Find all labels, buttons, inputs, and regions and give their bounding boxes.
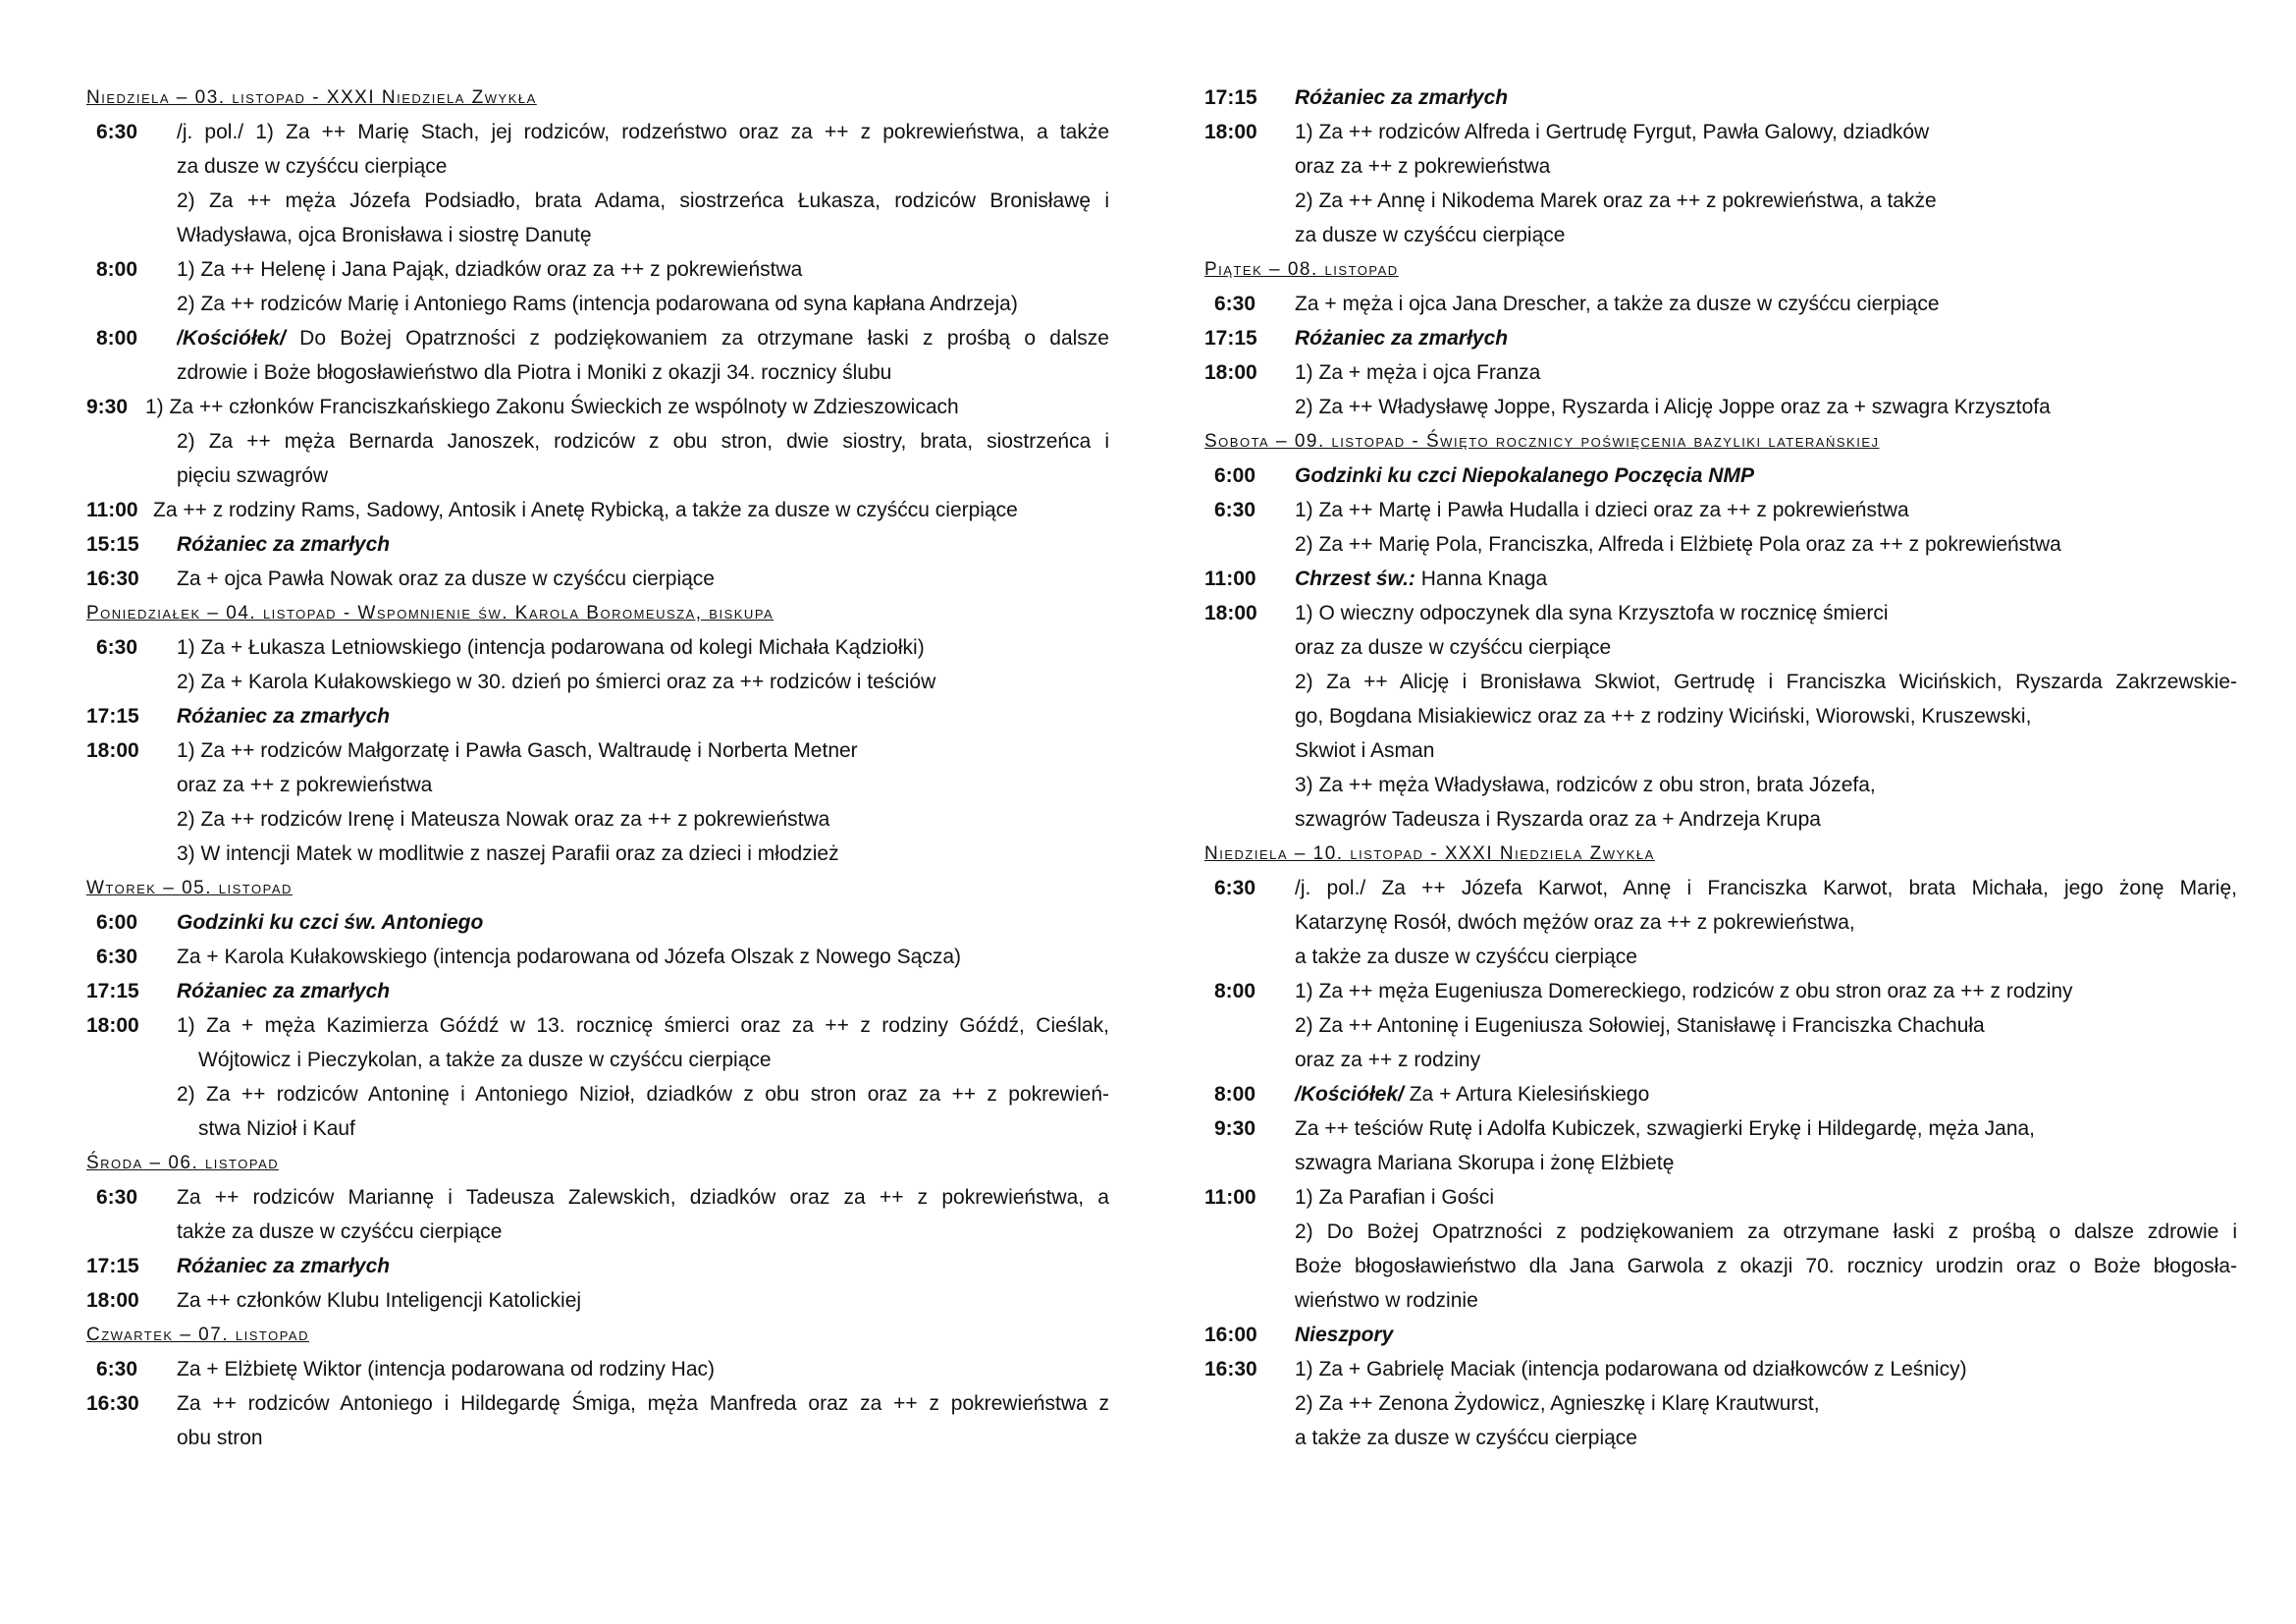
intention-line [1295,493,2237,527]
mass-time: 17:15 [86,980,139,1002]
mass-time: 18:00 [86,1289,139,1312]
intention-rest: Hanna Knaga [1415,568,1548,590]
intention-span: Za + Elżbietę Wiktor (intencja podarowana od rodziny Hac) [177,1358,716,1380]
intention-line [1295,527,2237,562]
intention-span: 3) W intencji Matek w modlitwie z naszej Parafii oraz za dzieci i młodzież [177,842,839,865]
intention-text [1295,321,2237,355]
intention-line [177,459,1109,493]
intention-text [177,562,1109,596]
mass-time: 6:00 [96,911,138,934]
mass-time: 9:30 [1214,1117,1256,1140]
intention-span: 1) O wieczny odpoczynek dla syna Krzysztofa w rocznicę śmierci [1295,602,1889,624]
intention-line [177,1249,1109,1283]
intention-span: Różaniec za zmarłych [177,533,391,556]
intention-span: Różaniec za zmarłych [177,705,391,728]
intention-line [1295,355,2237,390]
intention-line [1295,321,2237,355]
intention-span: 1) Za + Gabrielę Maciak (intencja podarowana od działkowców z Leśnicy) [1295,1358,1967,1380]
intention-text [1295,974,2237,1077]
intention-line [1295,802,2237,837]
intention-line [1295,1111,2237,1146]
mass-entry [86,493,1109,527]
intention-text [145,390,1109,493]
mass-time: 6:30 [96,1186,138,1209]
mass-time: 6:00 [1214,464,1256,487]
mass-time: 8:00 [96,327,138,350]
mass-time: 9:30 [86,396,129,418]
day-heading: Poniedziałek – 04. listopad - Wspomnienie św. Karola Boromeusza, biskupa [86,603,774,623]
mass-time: 6:30 [1214,877,1256,899]
mass-time: 17:15 [86,1255,139,1277]
intention-span: oraz za ++ z pokrewieństwa [177,774,433,796]
intention-text [177,940,1109,974]
intention-line [177,1077,1109,1111]
intention-span: Różaniec za zmarłych [177,1255,391,1277]
intention-line [177,1283,1109,1318]
mass-entry [1204,321,2237,355]
intention-span: wieństwo w rodzinie [1295,1289,1478,1312]
intention-text [177,630,1109,699]
intention-line [177,424,1109,459]
intention-line [177,733,1109,768]
intention-span: Skwiot i Asman [1295,739,1435,762]
intention-line [1295,1283,2237,1318]
intention-span: /j. pol./ Za ++ Józefa Karwot, Annę i Franciszka Karwot, brata Michała, jego żonę Marię, [1295,877,2237,899]
intention-line [177,1215,1109,1249]
intention-line [1295,1180,2237,1215]
mass-entry [1204,1077,2237,1111]
mass-time: 16:00 [1204,1324,1257,1346]
intention-line [177,218,1109,252]
intention-span: 2) Za ++ Marię Pola, Franciszka, Alfreda i Elżbietę Pola oraz za ++ z pokrewieństwa [1295,533,2061,556]
intention-line [177,1352,1109,1386]
intention-line [177,940,1109,974]
intention-line [1295,1008,2237,1043]
intention-span: 2) Do Bożej Opatrzności z podziękowaniem za otrzymane łaski z prośbą o dalsze zdrowie i [1295,1220,2237,1243]
intention-line [177,802,1109,837]
intention-text [1295,287,2237,321]
intention-lead: /Kościółek/ [177,327,286,350]
mass-time: 16:30 [1204,1358,1257,1380]
intention-text [177,733,1109,871]
day-heading: Wtorek – 05. listopad [86,878,293,898]
intention-span: oraz za dusze w czyśćcu cierpiące [1295,636,1612,659]
intention-text [177,321,1109,390]
intention-text [1295,562,2237,596]
mass-time: 6:30 [96,946,138,968]
intention-span: 1) Za ++ Helenę i Jana Pająk, dziadków oraz za ++ z pokrewieństwa [177,258,803,281]
day-heading: Piątek – 08. listopad [1204,259,1399,280]
mass-time: 6:30 [1214,499,1256,521]
mass-entry [1204,871,2237,974]
intention-line [1295,768,2237,802]
intention-line [177,768,1109,802]
mass-time: 17:15 [1204,86,1257,109]
intention-line [177,287,1109,321]
intention-span: 2) Za ++ Władysławę Joppe, Ryszarda i Alicję Joppe oraz za + szwagra Krzysztofa [1295,396,2051,418]
intention-text [177,1352,1109,1386]
mass-entry [1204,493,2237,562]
intention-line [1295,184,2237,218]
intention-line [1295,562,2237,596]
intention-span: za dusze w czyśćcu cierpiące [1295,224,1566,246]
intention-span: 1) Za + męża i ojca Franza [1295,361,1541,384]
intention-line [1295,940,2237,974]
mass-time: 18:00 [1204,602,1257,624]
intention-span: zdrowie i Boże błogosławieństwo dla Piotra i Moniki z okazji 34. rocznicy ślubu [177,361,892,384]
intention-line [1295,1318,2237,1352]
intention-line [177,252,1109,287]
mass-entry [1204,1111,2237,1180]
intention-span: Różaniec za zmarłych [1295,86,1509,109]
intention-line [177,184,1109,218]
intention-line [1295,1043,2237,1077]
mass-entry [1204,1318,2237,1352]
intention-line [1295,1352,2237,1386]
intention-line [177,562,1109,596]
intention-line [177,905,1109,940]
intention-span: 1) Za ++ członków Franciszkańskiego Zakonu Świeckich ze wspólnoty w Zdzieszowicach [145,396,959,418]
intention-line [1295,390,2237,424]
intention-rest: Do Bożej Opatrzności z podziękowaniem za otrzymane łaski z prośbą o dalsze [285,327,1109,350]
intention-text [1295,1352,2237,1455]
intention-text [177,1008,1109,1146]
mass-time: 8:00 [1214,980,1256,1002]
mass-entry [86,940,1109,974]
intention-text [177,527,1109,562]
left-column [86,81,1109,1455]
mass-entry [86,1283,1109,1318]
intention-text [1295,596,2237,837]
intention-span: 1) Za ++ męża Eugeniusza Domereckiego, rodziców z obu stron oraz za ++ z rodziny [1295,980,2073,1002]
intention-line [177,699,1109,733]
intention-span: Wójtowicz i Pieczykolan, a także za dusze w czyśćcu cierpiące [198,1049,772,1071]
intention-text [177,1386,1109,1455]
mass-entry [1204,562,2237,596]
right-column [1204,81,2237,1455]
mass-time: 11:00 [86,499,138,521]
intention-line [177,630,1109,665]
intention-line [177,149,1109,184]
intention-span: 2) Za ++ rodziców Antoninę i Antoniego Nizioł, dziadków z obu stron oraz za ++ z pokrewień- [177,1083,1109,1106]
intention-text [1295,1111,2237,1180]
mass-time: 6:30 [96,636,138,659]
intention-text [1295,355,2237,424]
intention-span: Za + ojca Pawła Nowak oraz za dusze w czyśćcu cierpiące [177,568,715,590]
intention-span: a także za dusze w czyśćcu cierpiące [1295,946,1637,968]
intention-span: szwagra Mariana Skorupa i żonę Elżbietę [1295,1152,1675,1174]
intention-line [177,115,1109,149]
intention-span: stwa Nizioł i Kauf [198,1117,355,1140]
intention-span: 1) Za ++ Martę i Pawła Hudalla i dzieci oraz za ++ z pokrewieństwa [1295,499,1909,521]
intention-text [153,493,1109,527]
intention-line [177,527,1109,562]
mass-entry [1204,287,2237,321]
intention-text [1295,871,2237,974]
mass-time: 6:30 [96,1358,138,1380]
day-heading: Środa – 06. listopad [86,1153,280,1173]
intention-line [1295,1386,2237,1421]
mass-entry [86,562,1109,596]
day-heading: Niedziela – 10. listopad - XXXI Niedziela Zwykła [1204,843,1655,864]
mass-time: 11:00 [1204,568,1256,590]
day-heading: Niedziela – 03. listopad - XXXI Niedziela Zwykła [86,87,537,108]
intention-span: 2) Za ++ Alicję i Bronisława Skwiot, Gertrudę i Franciszka Wicińskich, Ryszarda Zakrzewskie- [1295,671,2237,693]
mass-entry [1204,115,2237,252]
mass-entry [1204,81,2237,115]
intention-span: /j. pol./ 1) Za ++ Marię Stach, jej rodziców, rodzeństwo oraz za ++ z pokrewieństwa, a także [177,121,1109,143]
intention-span: oraz za ++ z rodziny [1295,1049,1481,1071]
intention-line [177,1008,1109,1043]
intention-span: obu stron [177,1427,263,1449]
intention-line [1295,459,2237,493]
intention-span: 2) Za ++ rodziców Marię i Antoniego Rams (intencja podarowana od syna kapłana Andrzeja) [177,293,1018,315]
intention-text [1295,493,2237,562]
intention-span: Za + męża i ojca Jana Drescher, a także za dusze w czyśćcu cierpiące [1295,293,1940,315]
intention-span: Za ++ rodziców Mariannę i Tadeusza Zalewskich, dziadków oraz za ++ z pokrewieństwa, a [177,1186,1109,1209]
intention-text [1295,459,2237,493]
intention-text [177,115,1109,252]
intention-line [177,355,1109,390]
intention-line [1295,974,2237,1008]
mass-entry [86,630,1109,699]
intention-span: Za ++ członków Klubu Inteligencji Katolickiej [177,1289,582,1312]
intention-line [177,1180,1109,1215]
intention-line [1295,596,2237,630]
mass-entry [86,115,1109,252]
intention-span: 2) Za ++ Zenona Żydowicz, Agnieszkę i Klarę Krautwurst, [1295,1392,1820,1415]
mass-time: 8:00 [1214,1083,1256,1106]
intention-span: 2) Za ++ męża Józefa Podsiadło, brata Adama, siostrzeńca Łukasza, rodziców Bronisławę i [177,189,1109,212]
mass-entry [86,527,1109,562]
mass-entry [86,733,1109,871]
mass-entry [1204,974,2237,1077]
intention-line [177,1386,1109,1421]
mass-entry [86,1008,1109,1146]
intention-line [1295,1249,2237,1283]
intention-line [1295,115,2237,149]
intention-span: szwagrów Tadeusza i Ryszarda oraz za + Andrzeja Krupa [1295,808,1821,831]
intention-text [177,974,1109,1008]
intention-line [1295,287,2237,321]
intention-line [1295,665,2237,699]
intention-line [177,1111,1109,1146]
intention-span: za dusze w czyśćcu cierpiące [177,155,448,178]
intention-line [1295,871,2237,905]
intention-span: Godzinki ku czci św. Antoniego [177,911,484,934]
day-heading: Czwartek – 07. listopad [86,1325,309,1345]
intention-span: 1) Za + męża Kazimierza Góźdź w 13. rocznicę śmierci oraz za ++ z rodziny Góźdź, Cieślak, [177,1014,1109,1037]
intention-line [1295,1421,2237,1455]
intention-span: Różaniec za zmarłych [1295,327,1509,350]
mass-entry [86,252,1109,321]
intention-line [177,1421,1109,1455]
mass-time: 8:00 [96,258,138,281]
mass-entry [1204,355,2237,424]
intention-line [177,321,1109,355]
mass-entry [86,1180,1109,1249]
intention-span: go, Bogdana Misiakiewicz oraz za ++ z rodziny Wiciński, Wiorowski, Kruszewski, [1295,705,2032,728]
mass-time: 16:30 [86,568,139,590]
intention-span: Godzinki ku czci Niepokalanego Poczęcia NMP [1295,464,1754,487]
intention-span: Różaniec za zmarłych [177,980,391,1002]
intention-line [1295,733,2237,768]
intention-span: Władysława, ojca Bronisława i siostrę Danutę [177,224,592,246]
mass-entry [1204,1352,2237,1455]
mass-entry [86,974,1109,1008]
intention-span: 1) Za ++ rodziców Małgorzatę i Pawła Gasch, Waltraudę i Norberta Metner [177,739,858,762]
intention-span: Katarzynę Rosół, dwóch mężów oraz za ++ z pokrewieństwa, [1295,911,1855,934]
intention-span: 1) Za Parafian i Gości [1295,1186,1495,1209]
intention-span: Nieszpory [1295,1324,1394,1346]
intention-span: 1) Za + Łukasza Letniowskiego (intencja podarowana od kolegi Michała Kądziołki) [177,636,925,659]
intention-span: Za ++ z rodziny Rams, Sadowy, Antosik i Anetę Rybicką, a także za dusze w czyśćcu cierpiące [153,499,1018,521]
mass-entry [86,390,1109,493]
intention-line [145,390,1109,424]
mass-time: 17:15 [1204,327,1257,350]
mass-time: 6:30 [96,121,138,143]
mass-entry [86,905,1109,940]
intention-line [1295,699,2237,733]
intention-span: 2) Za ++ męża Bernarda Janoszek, rodziców z obu stron, dwie siostry, brata, siostrzeńca i [177,430,1109,453]
intention-line [177,837,1109,871]
mass-time: 18:00 [1204,361,1257,384]
intention-text [1295,1077,2237,1111]
intention-span: 3) Za ++ męża Władysława, rodziców z obu stron, brata Józefa, [1295,774,1876,796]
intention-text [1295,1180,2237,1318]
mass-time: 16:30 [86,1392,139,1415]
mass-entry [86,1386,1109,1455]
intention-line [1295,149,2237,184]
day-heading: Sobota – 09. listopad - Święto rocznicy poświęcenia bazyliki laterańskiej [1204,431,1880,452]
mass-entry [1204,459,2237,493]
intention-text [177,1283,1109,1318]
intention-text [1295,115,2237,252]
intention-span: 1) Za ++ rodziców Alfreda i Gertrudę Fyrgut, Pawła Galowy, dziadków [1295,121,1930,143]
intention-span: 2) Za + Karola Kułakowskiego w 30. dzień po śmierci oraz za ++ rodziców i teściów [177,671,936,693]
mass-entry [1204,596,2237,837]
intention-text [1295,81,2237,115]
intention-line [153,493,1109,527]
intention-text [177,1249,1109,1283]
intention-span: 2) Za ++ Antoninę i Eugeniusza Sołowiej, Stanisławę i Franciszka Chachuła [1295,1014,1985,1037]
intention-line [177,974,1109,1008]
intention-span: także za dusze w czyśćcu cierpiące [177,1220,503,1243]
mass-entry [86,699,1109,733]
mass-time: 18:00 [86,1014,139,1037]
intention-line [177,665,1109,699]
intention-text [177,1180,1109,1249]
intention-line [1295,630,2237,665]
intention-rest: Za + Artura Kielesińskiego [1403,1083,1650,1106]
intention-text [177,905,1109,940]
mass-entry [86,1352,1109,1386]
mass-time: 6:30 [1214,293,1256,315]
intention-line [1295,1146,2237,1180]
intention-lead: /Kościółek/ [1295,1083,1404,1106]
mass-entry [86,1249,1109,1283]
intention-text [177,252,1109,321]
intention-line [1295,1077,2237,1111]
intention-line [1295,905,2237,940]
intention-span: 2) Za ++ Annę i Nikodema Marek oraz za ++ z pokrewieństwa, a także [1295,189,1937,212]
intention-span: Za + Karola Kułakowskiego (intencja podarowana od Józefa Olszak z Nowego Sącza) [177,946,962,968]
intention-line [1295,1215,2237,1249]
intention-span: a także za dusze w czyśćcu cierpiące [1295,1427,1637,1449]
intention-span: Boże błogosławieństwo dla Jana Garwola z okazji 70. rocznicy urodzin oraz o Boże błogosła- [1295,1255,2237,1277]
mass-time: 15:15 [86,533,139,556]
intention-lead: Chrzest św.: [1295,568,1415,590]
intention-span: pięciu szwagrów [177,464,329,487]
intention-line [1295,81,2237,115]
intention-span: Za ++ rodziców Antoniego i Hildegardę Śmiga, męża Manfreda oraz za ++ z pokrewieństwa z [177,1392,1109,1415]
mass-time: 18:00 [86,739,139,762]
intention-line [177,1043,1109,1077]
mass-time: 18:00 [1204,121,1257,143]
mass-entry [1204,1180,2237,1318]
mass-time: 11:00 [1204,1186,1256,1209]
intention-text [177,699,1109,733]
intention-line [1295,218,2237,252]
intention-text [1295,1318,2237,1352]
intention-span: oraz za ++ z pokrewieństwa [1295,155,1551,178]
mass-entry [86,321,1109,390]
intention-span: Za ++ teściów Rutę i Adolfa Kubiczek, szwagierki Erykę i Hildegardę, męża Jana, [1295,1117,2036,1140]
intention-span: 2) Za ++ rodziców Irenę i Mateusza Nowak oraz za ++ z pokrewieństwa [177,808,830,831]
mass-time: 17:15 [86,705,139,728]
